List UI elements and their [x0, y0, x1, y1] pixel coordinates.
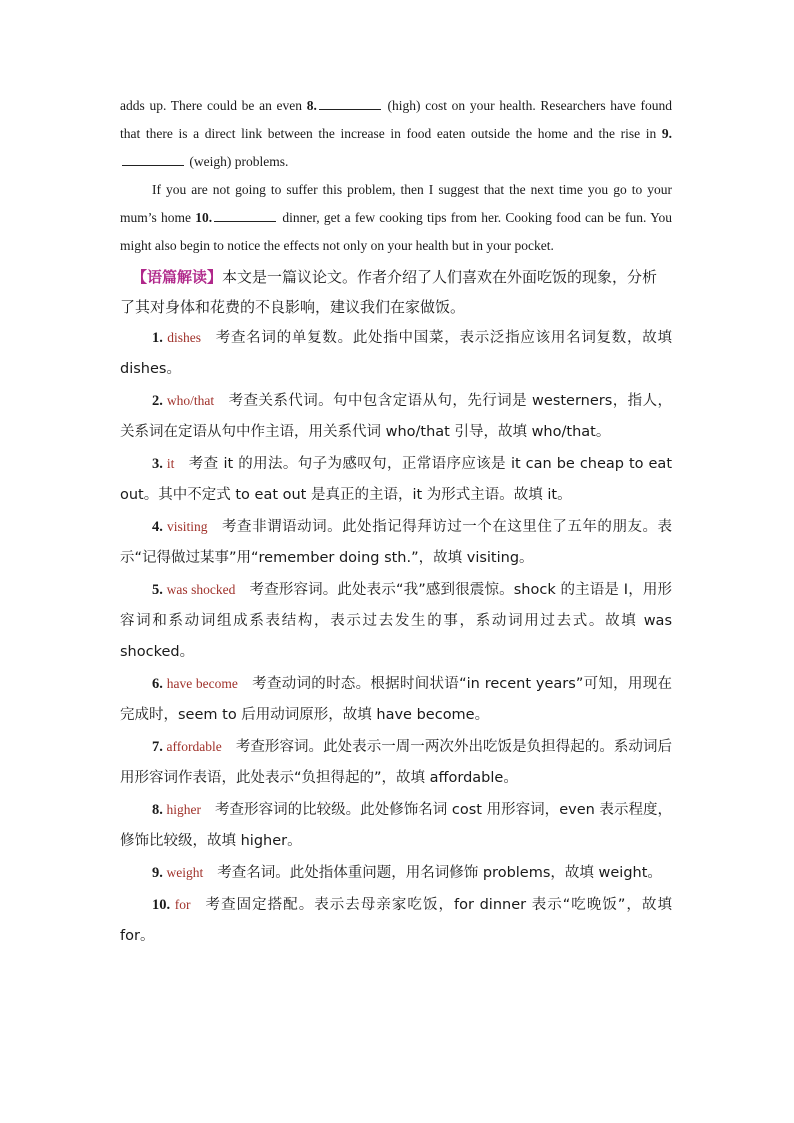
passage-text: dinner, get a few cooking tips from her. Cooking food can be fun. You might also begin to notice the effects not only on your health but in your pocket. [120, 210, 672, 253]
content-area [120, 92, 672, 952]
blank-number-8: 8. [306, 98, 317, 113]
item-explanation: 考查动词的时态。根据时间状语“in recent years”可知，用现在完成时，seem to 后用动词原形，故填 have become。 [120, 676, 672, 723]
passage-text: adds up. There could be an even [120, 98, 307, 113]
item-answer: higher [166, 802, 202, 817]
answer-explanations [120, 322, 672, 952]
analysis-title: 【语篇解读】 [132, 268, 223, 286]
item-number: 10. [152, 897, 171, 913]
blank-9 [122, 153, 184, 166]
item-explanation: 考查名词的单复数。此处指中国菜，表示泛指应该用名词复数，故填 dishes。 [120, 330, 672, 377]
item-number: 7. [152, 739, 163, 755]
item-number: 5. [152, 582, 163, 598]
explanation-item [120, 385, 672, 448]
item-answer: visiting [167, 519, 208, 534]
item-number: 8. [152, 802, 163, 818]
item-explanation: 考查 it 的用法。句子为感叹句，正常语序应该是 it can be cheap to eat out。其中不定式 to eat out 是真正的主语，it 为形式主语。故填 it。 [120, 456, 673, 503]
item-explanation: 考查名词。此处指体重问题，用名词修饰 problems，故填 weight。 [217, 865, 662, 881]
item-answer: have become [166, 676, 238, 691]
blank-8 [319, 97, 381, 110]
item-answer: weight [166, 865, 204, 880]
passage-paragraph-1 [120, 92, 672, 176]
item-answer: it [166, 456, 175, 471]
explanation-item [120, 857, 672, 889]
analysis-section [120, 262, 672, 322]
explanation-item [120, 574, 672, 668]
item-answer: who/that [166, 393, 215, 408]
item-number: 4. [152, 519, 163, 535]
item-number: 6. [152, 676, 163, 692]
item-number: 2. [152, 393, 163, 409]
blank-10 [214, 209, 276, 222]
item-number: 3. [152, 456, 163, 472]
item-explanation: 考查形容词的比较级。此处修饰名词 cost 用形容词，even 表示程度，修饰比较级，故填 higher。 [120, 802, 672, 849]
blank-number-10: 10. [195, 210, 213, 225]
explanation-item [120, 794, 672, 857]
passage-text: (weigh) problems. [186, 154, 289, 169]
item-number: 1. [152, 330, 163, 346]
item-explanation: 考查关系代词。句中包含定语从句，先行词是 westerners，指人，关系词在定语从句中作主语，用关系代词 who/that 引导，故填 who/that。 [120, 393, 672, 440]
passage-text: If you are not going to suffer this problem, then I suggest that the next time you go to your mum’s home [120, 182, 672, 225]
item-answer: affordable [166, 739, 222, 754]
explanation-item [120, 448, 672, 511]
item-number: 9. [152, 865, 163, 881]
item-explanation: 考查形容词。此处表示一周一两次外出吃饭是负担得起的。系动词后用形容词作表语，此处表示“负担得起的”，故填 affordable。 [120, 739, 673, 786]
item-explanation: 考查形容词。此处表示“我”感到很震惊。shock 的主语是 I，用形容词和系动词组成系表结构，表示过去发生的事，系动词用过去式。故填 was shocked。 [120, 582, 673, 660]
item-answer: for [174, 897, 191, 912]
explanation-item [120, 511, 672, 574]
item-answer: dishes [167, 330, 201, 345]
reading-passage [120, 92, 672, 260]
passage-paragraph-2 [120, 176, 672, 260]
explanation-item [120, 668, 672, 731]
analysis-text: 本文是一篇议论文。作者介绍了人们喜欢在外面吃饭的现象，分析了其对身体和花费的不良影响，建议我们在家做饭。 [120, 268, 658, 316]
explanation-item [120, 889, 672, 952]
blank-number-9: 9. [661, 126, 672, 141]
item-explanation: 考查非谓语动词。此处指记得拜访过一个在这里住了五年的朋友。表示“记得做过某事”用“remember doing sth.”，故填 visiting。 [120, 519, 672, 566]
item-answer: was shocked [166, 582, 236, 597]
explanation-item [120, 322, 672, 385]
item-explanation: 考查固定搭配。表示去母亲家吃饭，for dinner 表示“吃晚饭”，故填 for。 [120, 897, 672, 944]
explanation-item [120, 731, 672, 794]
passage-text: (high) cost on your health. Researchers have found that there is a direct link between the increase in food eaten outside the home and the rise in [120, 98, 672, 141]
